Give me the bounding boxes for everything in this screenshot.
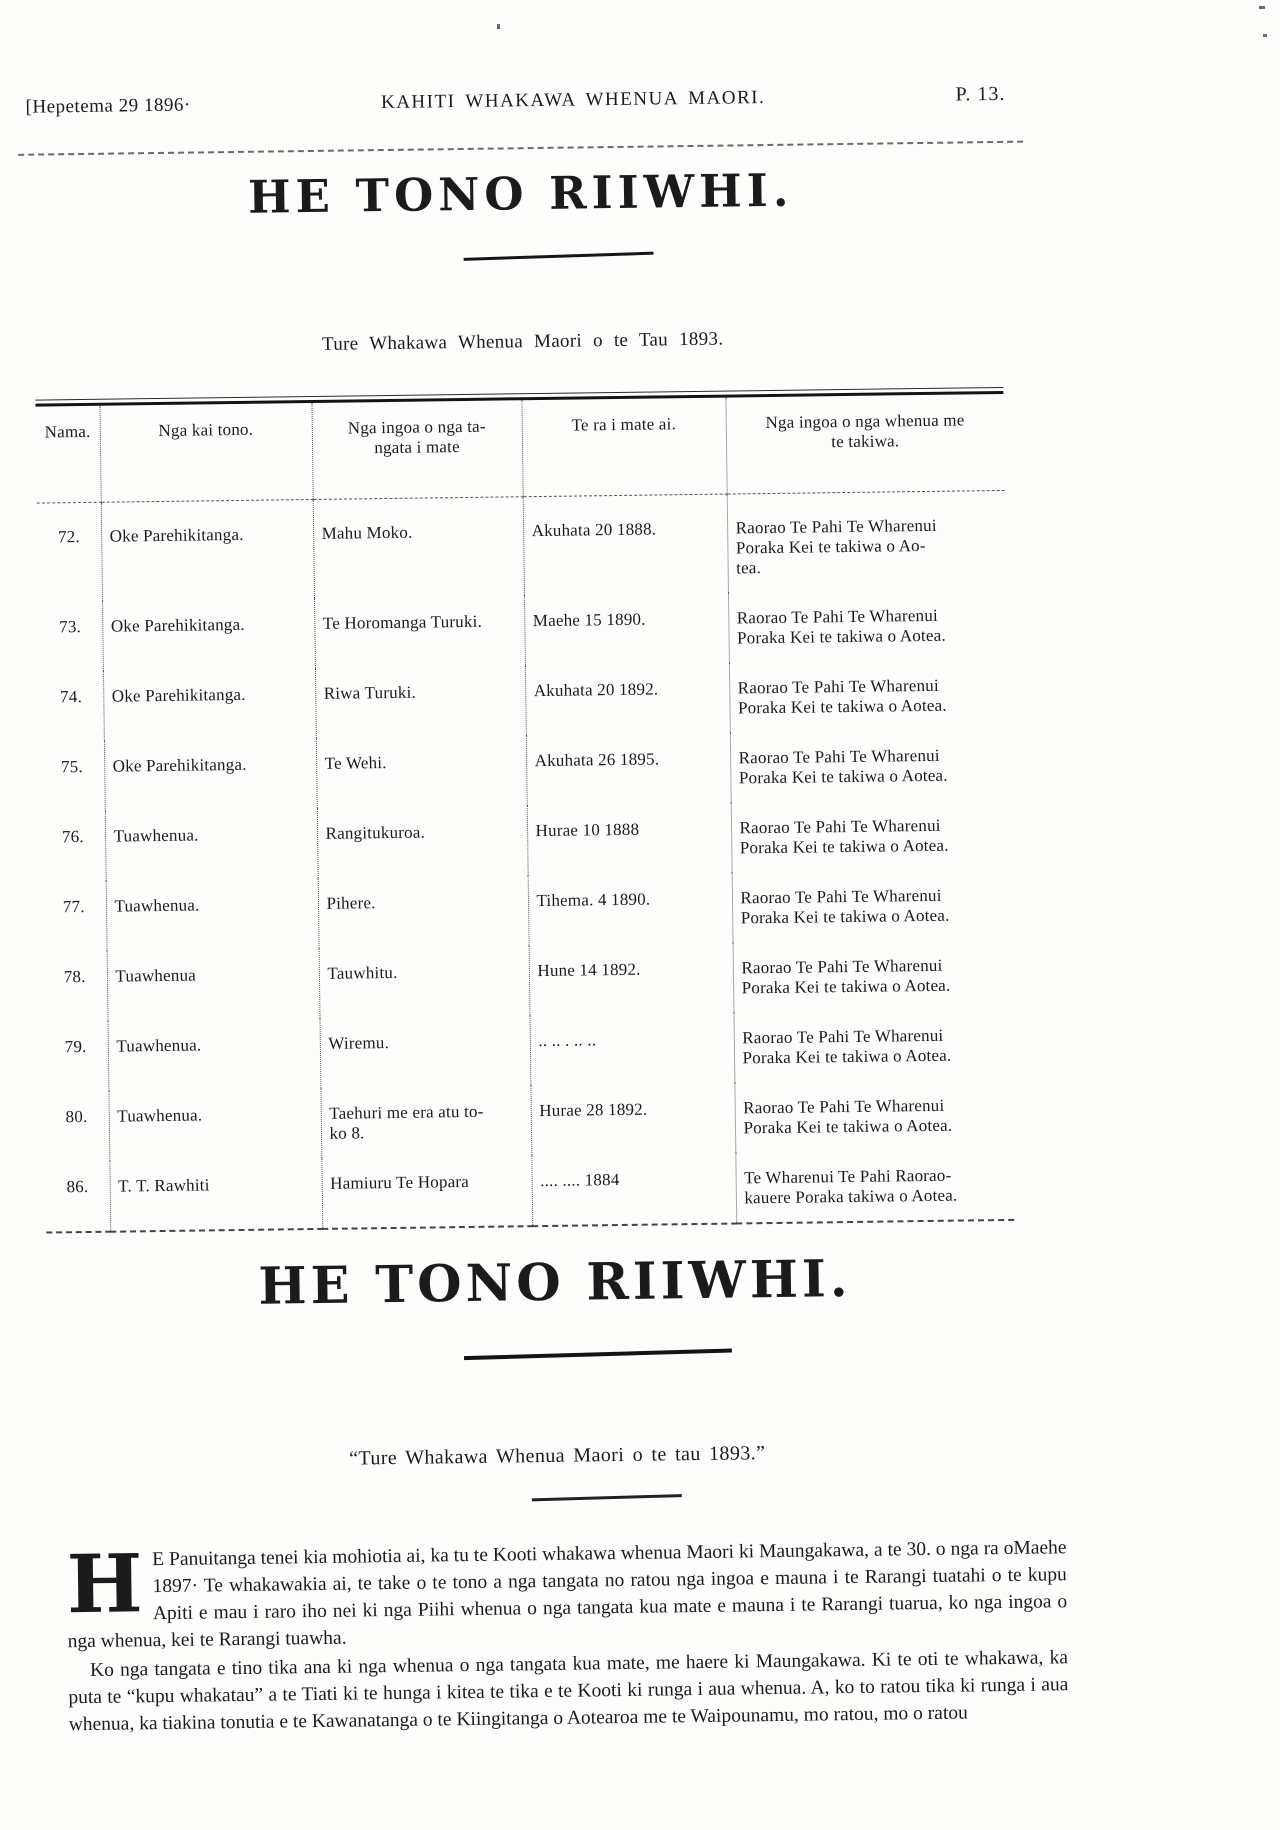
body-text <box>66 1534 1069 1758</box>
page-number: P. 13. <box>955 82 1006 106</box>
section2-quote-rule <box>532 1494 682 1501</box>
cell-tangata-i-mate: Riwa Turuki. <box>315 665 526 738</box>
cell-kai-tono: Oke Parehikitanga. <box>104 738 317 811</box>
cell-ra-i-mate: .... .... 1884 <box>531 1153 736 1227</box>
cell-whenua-takiwa: Raorao Te Pahi Te Wharenui Poraka Kei te takiwa o Aotea. <box>728 589 1007 663</box>
cell-tangata-i-mate: Wiremu. <box>320 1015 531 1088</box>
cell-tangata-i-mate: Pihere. <box>318 875 529 948</box>
cell-whenua-takiwa: Te Wharenui Te Pahi Raorao- kauere Poraka takiwa o Aotea. <box>735 1149 1014 1224</box>
cell-nama: 74. <box>59 687 83 707</box>
cell-whenua-takiwa: Raorao Te Pahi Te Wharenui Poraka Kei te takiwa o Aotea. <box>731 799 1010 873</box>
section1-title-rule <box>464 252 654 261</box>
table-row <box>43 939 1012 1022</box>
masthead <box>25 83 1005 119</box>
table-row <box>38 589 1007 672</box>
cell-kai-tono: Oke Parehikitanga. <box>103 668 316 741</box>
masthead-rule <box>18 141 1023 156</box>
cell-tangata-i-mate: Te Horomanga Turuki. <box>314 595 525 668</box>
cell-nama: 73. <box>59 617 82 637</box>
claims-table <box>35 391 1014 1234</box>
cell-kai-tono: Oke Parehikitanga. <box>101 499 314 600</box>
table-header-row <box>35 392 1004 503</box>
col-header-ra-i-mate: Te ra i mate ai. <box>521 396 726 497</box>
cell-whenua-takiwa: Raorao Te Pahi Te Wharenui Poraka Kei te takiwa o Aotea. <box>734 1079 1013 1153</box>
table-row <box>45 1149 1014 1233</box>
cell-tangata-i-mate: Taehuri me era atu to- ko 8. <box>320 1085 531 1158</box>
col-header-tangata-i-mate: Nga ingoa o nga ta- ngata i mate <box>311 399 522 500</box>
drop-cap: H <box>66 1536 144 1632</box>
section2-quote: “Ture Whakawa Whenua Maori o te tau 1893.” <box>349 1442 766 1470</box>
cell-nama: 80. <box>65 1106 88 1127</box>
cell-tangata-i-mate: Rangitukuroa. <box>317 805 528 878</box>
cell-ra-i-mate: .. .. . .. .. <box>530 1013 735 1086</box>
cell-whenua-takiwa: Raorao Te Pahi Te Wharenui Poraka Kei te takiwa o Ao- tea. <box>727 490 1006 592</box>
section1-subtitle: Ture Whakawa Whenua Maori o te Tau 1893. <box>321 328 724 355</box>
cell-kai-tono: Tuawhenua. <box>105 808 318 881</box>
cell-nama: 72. <box>57 527 80 547</box>
cell-kai-tono: Oke Parehikitanga. <box>102 598 315 671</box>
table-row <box>44 1079 1013 1162</box>
cell-nama: 86. <box>66 1176 89 1197</box>
cell-ra-i-mate: Akuhata 20 1888. <box>523 494 728 595</box>
table-row <box>39 659 1008 742</box>
cell-whenua-takiwa: Raorao Te Pahi Te Wharenui Poraka Kei te takiwa o Aotea. <box>730 729 1009 803</box>
cell-kai-tono: Tuawhenua <box>107 948 320 1021</box>
cell-tangata-i-mate: Hamiuru Te Hopara <box>321 1155 532 1229</box>
claims-table-wrap <box>35 387 1014 1234</box>
cell-ra-i-mate: Hune 14 1892. <box>529 943 734 1016</box>
cell-ra-i-mate: Tihema. 4 1890. <box>528 873 733 946</box>
cell-whenua-takiwa: Raorao Te Pahi Te Wharenui Poraka Kei te takiwa o Aotea. <box>733 939 1012 1013</box>
table-row <box>42 869 1011 952</box>
cell-nama: 79. <box>64 1036 87 1057</box>
section2-title-rule <box>464 1348 732 1360</box>
paragraph-1-text: E Panuitanga tenei kia mohiotia ai, ka tu te Kooti whakawa whenua Maori ki Maungakawa, a te 30. o nga ra oMaehe 1897· Te whakawakia ai, te take o te tono a nga tangata no ratou nga ingoa e mauna i te Rarangi tuatahi o te kupu Apiti e mau i raro iho nei ki nga Piihi whenua o nga tangata kua mate e mauna i te Rarangi tuarua, ko nga ingoa o nga whenua, kei te Rarangi tuawha. <box>67 1537 1068 1653</box>
cell-nama: 76. <box>61 827 84 847</box>
journal-title: KAHITI WHAKAWA WHENUA MAORI. <box>380 87 766 114</box>
cell-kai-tono: Tuawhenua. <box>108 1018 321 1091</box>
cell-tangata-i-mate: Mahu Moko. <box>313 497 524 598</box>
cell-whenua-takiwa: Raorao Te Pahi Te Wharenui Poraka Kei te takiwa o Aotea. <box>733 1009 1012 1083</box>
cell-whenua-takiwa: Raorao Te Pahi Te Wharenui Poraka Kei te takiwa o Aotea. <box>729 659 1008 733</box>
cell-whenua-takiwa: Raorao Te Pahi Te Wharenui Poraka Kei te takiwa o Aotea. <box>732 869 1011 943</box>
section1-title: HE TONO RIIWHI. <box>247 163 794 224</box>
cell-tangata-i-mate: Te Wehi. <box>316 735 527 808</box>
col-header-kai-tono: Nga kai tono. <box>99 401 312 502</box>
table-row <box>41 799 1010 882</box>
cell-kai-tono: T. T. Rawhiti <box>109 1158 322 1232</box>
table-row <box>40 729 1009 812</box>
section2-title: HE TONO RIIWHI. <box>258 1249 852 1317</box>
cell-ra-i-mate: Hurae 28 1892. <box>530 1083 735 1156</box>
cell-nama: 75. <box>60 757 84 777</box>
table-body <box>37 490 1014 1232</box>
col-header-nama: Nama. <box>35 404 100 503</box>
table-row <box>44 1009 1013 1092</box>
cell-tangata-i-mate: Tauwhitu. <box>319 945 530 1018</box>
table-row <box>37 490 1006 601</box>
masthead-date: [Hepetema 29 1896· <box>25 94 191 118</box>
col-header-whenua-takiwa: Nga ingoa o nga whenua me te takiwa. <box>725 392 1004 494</box>
paragraph-2: Ko nga tangata e tino tika ana ki nga whenua o nga tangata kua mate, me haere ki Maungakawa. Ki te oti te whakawa, ka puta te “kupu whakatau” a te Tiati ki te hunga i kitea te tika e te Kooti ki runga i aua whenua. A, ko to ratou tika ki runga i aua whenua, ka tiakina tonutia e te Kawanatanga o te Kiingitanga o Aotearoa me te Waipounamu, mo ratou, mo o ratou <box>68 1647 1069 1736</box>
cell-ra-i-mate: Akuhata 20 1892. <box>525 663 730 736</box>
cell-nama: 77. <box>62 897 85 917</box>
cell-kai-tono: Tuawhenua. <box>108 1088 321 1161</box>
cell-nama: 78. <box>63 967 86 987</box>
paragraph-1 <box>66 1534 1067 1655</box>
cell-ra-i-mate: Hurae 10 1888 <box>527 803 732 876</box>
cell-ra-i-mate: Maehe 15 1890. <box>524 593 729 666</box>
cell-ra-i-mate: Akuhata 26 1895. <box>526 733 731 806</box>
cell-kai-tono: Tuawhenua. <box>106 878 319 951</box>
